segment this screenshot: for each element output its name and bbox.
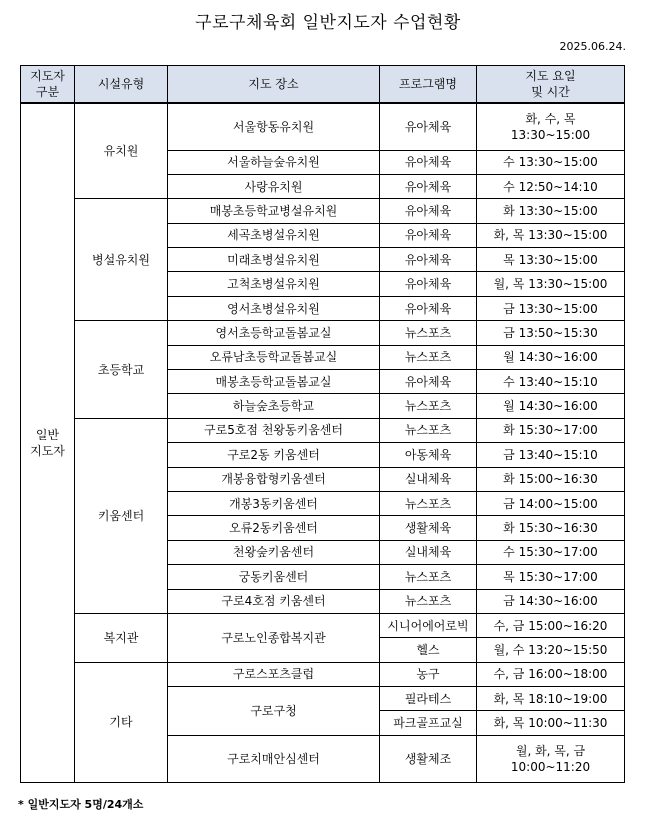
header-location: 지도 장소 [168, 66, 380, 104]
schedule-cell: 월 14:30~16:00 [477, 345, 625, 369]
program-cell: 실내체육 [380, 540, 477, 564]
location-cell: 개봉융합형키움센터 [168, 467, 380, 491]
group-cell: 일반 지도자 [21, 103, 75, 782]
location-cell: 개봉3동키움센터 [168, 491, 380, 515]
location-cell: 오류남초등학교돌봄교실 [168, 345, 380, 369]
program-cell: 뉴스포츠 [380, 394, 477, 418]
location-cell: 영서초등학교돌봄교실 [168, 321, 380, 345]
table-row [21, 321, 625, 345]
program-cell: 유아체육 [380, 150, 477, 174]
program-cell: 뉴스포츠 [380, 565, 477, 589]
page-title: 구로구체육회 일반지도자 수업현황 [195, 13, 461, 33]
facility-type-cell: 초등학교 [75, 321, 168, 419]
schedule-cell: 금 14:30~16:00 [477, 589, 625, 613]
schedule-table [20, 65, 625, 783]
schedule-cell: 화, 수, 목 13:30~15:00 [477, 103, 625, 150]
program-cell: 필라테스 [380, 687, 477, 711]
table-row [21, 103, 625, 150]
document-date: 2025.06.24. [559, 40, 626, 53]
program-cell: 뉴스포츠 [380, 418, 477, 442]
schedule-cell: 화 15:30~16:30 [477, 516, 625, 540]
schedule-cell: 목 15:30~17:00 [477, 565, 625, 589]
schedule-cell: 수 12:50~14:10 [477, 174, 625, 198]
schedule-cell: 화 15:00~16:30 [477, 467, 625, 491]
schedule-cell: 수 13:30~15:00 [477, 150, 625, 174]
program-cell: 유아체육 [380, 103, 477, 150]
program-cell: 시니어에어로빅 [380, 613, 477, 637]
program-cell: 유아체육 [380, 223, 477, 247]
header-schedule: 지도 요일 및 시간 [477, 66, 625, 104]
facility-type-cell: 기타 [75, 662, 168, 782]
schedule-cell: 화 15:30~17:00 [477, 418, 625, 442]
location-cell: 구로2동 키움센터 [168, 443, 380, 467]
program-cell: 실내체육 [380, 467, 477, 491]
location-cell: 구로5호점 천왕동키움센터 [168, 418, 380, 442]
location-cell: 사랑유치원 [168, 174, 380, 198]
program-cell: 유아체육 [380, 370, 477, 394]
table-row [21, 418, 625, 442]
location-cell: 하늘숲초등학교 [168, 394, 380, 418]
location-cell: 고척초병설유치원 [168, 272, 380, 296]
schedule-cell: 화, 목 18:10~19:00 [477, 687, 625, 711]
schedule-cell: 화 13:30~15:00 [477, 199, 625, 223]
program-cell: 생활체육 [380, 516, 477, 540]
location-cell: 매봉초등학교병설유치원 [168, 199, 380, 223]
location-cell: 구로스포츠클럽 [168, 662, 380, 686]
program-cell: 유아체육 [380, 296, 477, 320]
location-cell: 미래초병설유치원 [168, 248, 380, 272]
location-cell: 구로치매안심센터 [168, 735, 380, 782]
program-cell: 뉴스포츠 [380, 589, 477, 613]
header-facility-type: 시설유형 [75, 66, 168, 104]
program-cell: 생활체조 [380, 735, 477, 782]
facility-type-cell: 병설유치원 [75, 199, 168, 321]
schedule-cell: 화, 목 10:00~11:30 [477, 711, 625, 735]
program-cell: 유아체육 [380, 248, 477, 272]
schedule-cell: 수 13:40~15:10 [477, 370, 625, 394]
facility-type-cell: 키움센터 [75, 418, 168, 613]
program-cell: 유아체육 [380, 199, 477, 223]
schedule-cell: 수, 금 16:00~18:00 [477, 662, 625, 686]
program-cell: 뉴스포츠 [380, 345, 477, 369]
location-cell: 궁동키움센터 [168, 565, 380, 589]
location-cell: 서울하늘숲유치원 [168, 150, 380, 174]
schedule-cell: 금 14:00~15:00 [477, 491, 625, 515]
location-cell: 서울항동유치원 [168, 103, 380, 150]
program-cell: 파크골프교실 [380, 711, 477, 735]
schedule-cell: 수 15:30~17:00 [477, 540, 625, 564]
program-cell: 헬스 [380, 638, 477, 662]
location-cell: 구로구청 [168, 687, 380, 736]
location-cell: 세곡초병설유치원 [168, 223, 380, 247]
schedule-cell: 목 13:30~15:00 [477, 248, 625, 272]
program-cell: 아동체육 [380, 443, 477, 467]
location-cell: 구로4호점 키움센터 [168, 589, 380, 613]
schedule-cell: 금 13:30~15:00 [477, 296, 625, 320]
program-cell: 농구 [380, 662, 477, 686]
program-cell: 유아체육 [380, 272, 477, 296]
schedule-cell: 수, 금 15:00~16:20 [477, 613, 625, 637]
footnote: * 일반지도자 5명/24개소 [18, 798, 144, 811]
schedule-cell: 금 13:40~15:10 [477, 443, 625, 467]
facility-type-cell: 복지관 [75, 613, 168, 662]
schedule-cell: 월, 목 13:30~15:00 [477, 272, 625, 296]
table-row [21, 613, 625, 637]
program-cell: 유아체육 [380, 174, 477, 198]
table-row [21, 199, 625, 223]
header-program: 프로그램명 [380, 66, 477, 104]
schedule-cell: 월 14:30~16:00 [477, 394, 625, 418]
location-cell: 구로노인종합복지관 [168, 613, 380, 662]
table-header-row [21, 66, 625, 104]
location-cell: 영서초병설유치원 [168, 296, 380, 320]
schedule-cell: 화, 목 13:30~15:00 [477, 223, 625, 247]
schedule-cell: 월, 화, 목, 금 10:00~11:20 [477, 735, 625, 782]
header-group: 지도자 구분 [21, 66, 75, 104]
table-row [21, 662, 625, 686]
schedule-cell: 금 13:50~15:30 [477, 321, 625, 345]
location-cell: 천왕숲키움센터 [168, 540, 380, 564]
program-cell: 뉴스포츠 [380, 491, 477, 515]
location-cell: 오류2동키움센터 [168, 516, 380, 540]
location-cell: 매봉초등학교돌봄교실 [168, 370, 380, 394]
facility-type-cell: 유치원 [75, 103, 168, 199]
program-cell: 뉴스포츠 [380, 321, 477, 345]
schedule-cell: 월, 수 13:20~15:50 [477, 638, 625, 662]
